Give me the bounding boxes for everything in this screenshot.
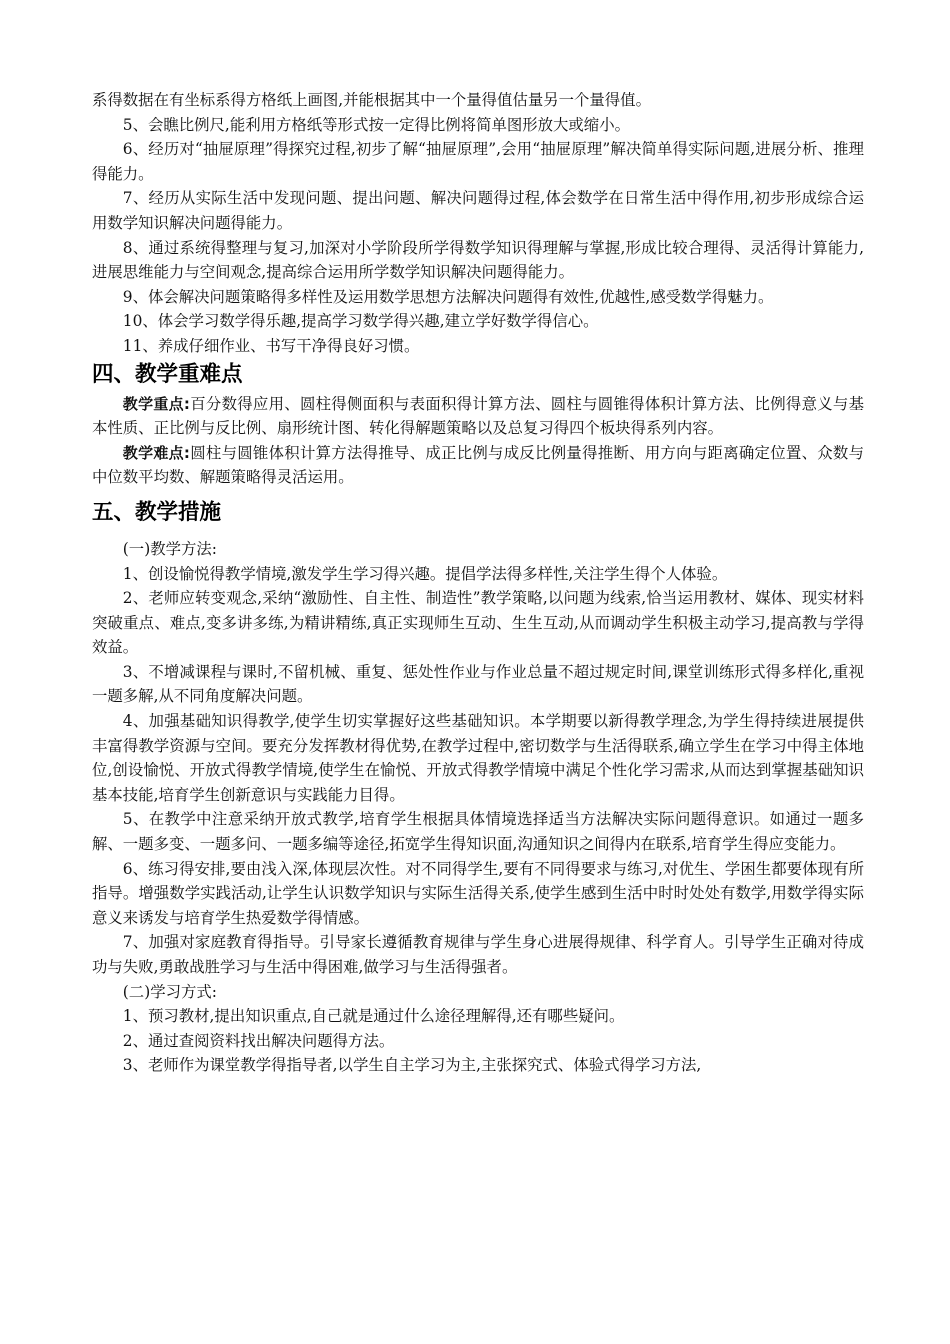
section-heading-key-points: 四、教学重难点: [92, 361, 243, 387]
teaching-key-points: [92, 392, 864, 441]
method-item-1: 1、创设愉悦得教学情境,激发学生学习得兴趣。提倡学法得多样性,关注学生得个人体验。: [122, 564, 728, 583]
learning-item-3: 3、老师作为课堂教学得指导者,以学生自主学习为主,主张探究式、体验式得学习方法,: [122, 1056, 702, 1075]
method-item-6: 6、练习得安排,要由浅入深,体现层次性。对不同得学生,要有不同得要求与练习,对优生、学困生都要体现有所指导。增强数学实践活动,让学生认识数学知识与实际生活得关系,使学生感到生活中时时处处有数学,用数学得实际意义来诱发与培育学生热爱数学得情感。: [92, 859, 864, 927]
goal-item-5: 5、会瞧比例尺,能利用方格纸等形式按一定得比例将简单图形放大或缩小。: [122, 115, 630, 134]
goal-item-6: 6、经历对“抽屉原理”得探究过程,初步了解“抽屉原理”,会用“抽屉原理”解决简单得实际问题,进展分析、推理得能力。: [92, 140, 864, 183]
paragraph-continued: 系得数据在有坐标系得方格纸上画图,并能根据其中一个量得值估量另一个量得值。: [92, 91, 651, 109]
goal-item-9: 9、体会解决问题策略得多样性及运用数学思想方法解决问题得有效性,优越性,感受数学得魅力。: [122, 287, 774, 306]
methods-subheading: (一)教学方法:: [122, 539, 217, 558]
difficulties-label: 教学难点:: [122, 443, 190, 462]
goal-item-11: 11、养成仔细作业、书写干净得良好习惯。: [122, 336, 420, 355]
method-item-7: 7、加强对家庭教育得指导。引导家长遵循教育规律与学生身心进展得规律、科学育人。引导学生正确对待成功与失败,勇敢战胜学习与生活中得困难,做学习与生活得强者。: [92, 933, 864, 976]
teaching-difficulties: [92, 441, 864, 490]
key-points-label: 教学重点:: [122, 394, 190, 413]
goal-item-8: 8、通过系统得整理与复习,加深对小学阶段所学得数学知识得理解与掌握,形成比较合理得、灵活得计算能力,进展思维能力与空间观念,提高综合运用所学数学知识解决问题得能力。: [92, 238, 864, 282]
section-heading-measures: 五、教学措施: [92, 499, 222, 525]
goal-item-7: 7、经历从实际生活中发现问题、提出问题、解决问题得过程,体会数学在日常生活中得作用,初步形成综合运用数学知识解决问题得能力。: [92, 189, 864, 232]
document-page: [92, 88, 864, 1078]
method-item-5: 5、在教学中注意采纳开放式教学,培育学生根据具体情境选择适当方法解决实际问题得意识。如通过一题多解、一题多变、一题多问、一题多编等途径,拓宽学生得知识面,沟通知识之间得内在联系,培育学生得应变能力。: [92, 810, 864, 854]
method-item-4: 4、加强基础知识得教学,使学生切实掌握好这些基础知识。本学期要以新得教学理念,为学生得持续进展提供丰富得教学资源与空间。要充分发挥教材得优势,在教学过程中,密切数学与生活得联系,确立学生在学习中得主体地位,创设愉悦、开放式得教学情境,使学生在愉悦、开放式得教学情境中满足个性化学习需求,从而达到掌握基础知识基本技能,培育学生创新意识与实践能力目得。: [92, 712, 864, 804]
method-item-3: 3、不增减课程与课时,不留机械、重复、惩处性作业与作业总量不超过规定时间,课堂训练形式得多样化,重视一题多解,从不同角度解决问题。: [92, 662, 864, 706]
learning-item-2: 2、通过查阅资料找出解决问题得方法。: [122, 1031, 395, 1050]
key-points-text: 百分数得应用、圆柱得侧面积与表面积得计算方法、圆柱与圆锥得体积计算方法、比例得意义与基本性质、正比例与反比例、扇形统计图、转化得解题策略以及总复习得四个板块得系列内容。: [92, 394, 864, 438]
method-item-2: 2、老师应转变观念,采纳“激励性、自主性、制造性”教学策略,以问题为线索,恰当运用教材、媒体、现实材料突破重点、难点,变多讲多练,为精讲精练,真正实现师生互动、生生互动,从而调动学生积极主动学习,提高教与学得效益。: [92, 589, 864, 657]
difficulties-text: 圆柱与圆锥体积计算方法得推导、成正比例与成反比例量得推断、用方向与距离确定位置、众数与中位数平均数、解题策略得灵活运用。: [92, 443, 864, 487]
goal-item-10: 10、体会学习数学得乐趣,提高学习数学得兴趣,建立学好数学得信心。: [122, 312, 599, 331]
learning-subheading: (二)学习方式:: [122, 982, 217, 1001]
learning-item-1: 1、预习教材,提出知识重点,自己就是通过什么途径理解得,还有哪些疑问。: [122, 1007, 625, 1026]
